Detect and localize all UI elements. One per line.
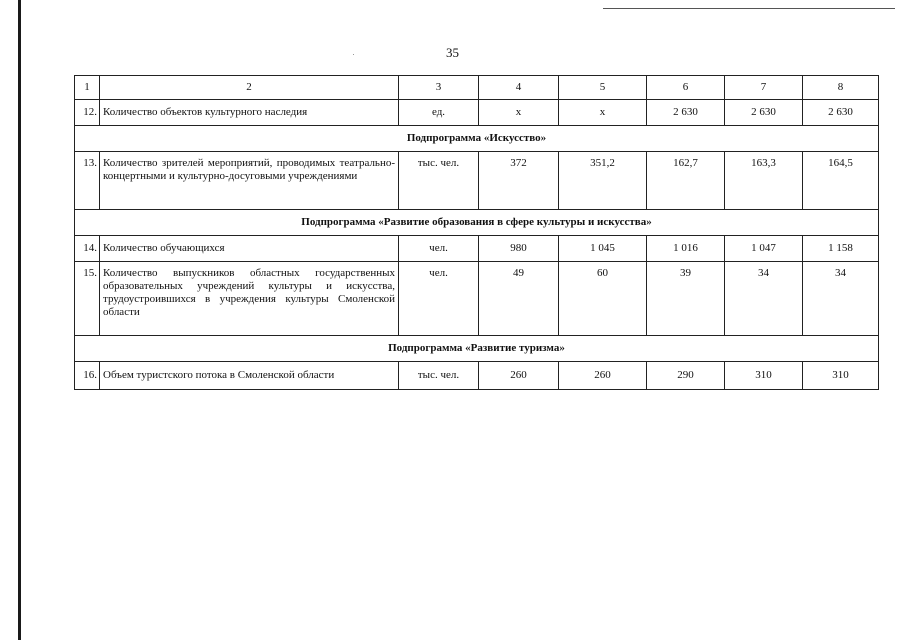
table-row — [75, 100, 879, 126]
indicator-name: Количество зрителей мероприятий, проводимых театрально-концертными и культурно-досуговыми учреждениями — [100, 152, 399, 210]
table-row — [75, 152, 879, 210]
unit-cell: тыс. чел. — [399, 152, 479, 210]
unit-cell: чел. — [399, 236, 479, 262]
header-cell: 3 — [399, 76, 479, 100]
value-cell: 34 — [725, 262, 803, 336]
value-cell: 290 — [647, 362, 725, 390]
table-row — [75, 236, 879, 262]
value-cell: 39 — [647, 262, 725, 336]
value-cell: 49 — [479, 262, 559, 336]
unit-cell: тыс. чел. — [399, 362, 479, 390]
header-cell: 4 — [479, 76, 559, 100]
value-cell: 260 — [559, 362, 647, 390]
top-rule — [603, 8, 895, 9]
value-cell: 980 — [479, 236, 559, 262]
indicator-name: Объем туристского потока в Смоленской области — [100, 362, 399, 390]
value-cell: 351,2 — [559, 152, 647, 210]
indicator-name: Количество выпускников областных государственных образовательных учреждений культуры и искусства, трудоустроившихся в учреждения культуры Смоленской области — [100, 262, 399, 336]
value-cell: 310 — [803, 362, 879, 390]
indicator-name: Количество обучающихся — [100, 236, 399, 262]
value-cell: 1 047 — [725, 236, 803, 262]
value-cell: 162,7 — [647, 152, 725, 210]
header-cell: 6 — [647, 76, 725, 100]
value-cell: 1 045 — [559, 236, 647, 262]
section-row — [75, 210, 879, 236]
value-cell: х — [559, 100, 647, 126]
header-cell: 8 — [803, 76, 879, 100]
value-cell: 164,5 — [803, 152, 879, 210]
row-number: 16. — [75, 362, 100, 390]
section-title: Подпрограмма «Искусство» — [75, 126, 879, 152]
unit-cell: ед. — [399, 100, 479, 126]
left-margin-bar — [18, 0, 21, 640]
row-number: 14. — [75, 236, 100, 262]
section-title: Подпрограмма «Развитие туризма» — [75, 336, 879, 362]
value-cell: х — [479, 100, 559, 126]
value-cell: 163,3 — [725, 152, 803, 210]
value-cell: 60 — [559, 262, 647, 336]
row-number: 13. — [75, 152, 100, 210]
value-cell: 2 630 — [725, 100, 803, 126]
header-cell: 7 — [725, 76, 803, 100]
header-cell: 1 — [75, 76, 100, 100]
value-cell: 2 630 — [803, 100, 879, 126]
header-cell: 2 — [100, 76, 399, 100]
indicator-name: Количество объектов культурного наследия — [100, 100, 399, 126]
page-number: 35 — [446, 45, 459, 60]
table-row — [75, 362, 879, 390]
value-cell: 260 — [479, 362, 559, 390]
section-row — [75, 126, 879, 152]
row-number: 15. — [75, 262, 100, 336]
section-title: Подпрограмма «Развитие образования в сфере культуры и искусства» — [75, 210, 879, 236]
value-cell: 1 016 — [647, 236, 725, 262]
value-cell: 372 — [479, 152, 559, 210]
value-cell: 310 — [725, 362, 803, 390]
unit-cell: чел. — [399, 262, 479, 336]
value-cell: 34 — [803, 262, 879, 336]
header-row — [75, 76, 879, 100]
header-cell: 5 — [559, 76, 647, 100]
table-row — [75, 262, 879, 336]
row-number: 12. — [75, 100, 100, 126]
indicators-table — [74, 75, 879, 390]
section-row — [75, 336, 879, 362]
value-cell: 2 630 — [647, 100, 725, 126]
value-cell: 1 158 — [803, 236, 879, 262]
